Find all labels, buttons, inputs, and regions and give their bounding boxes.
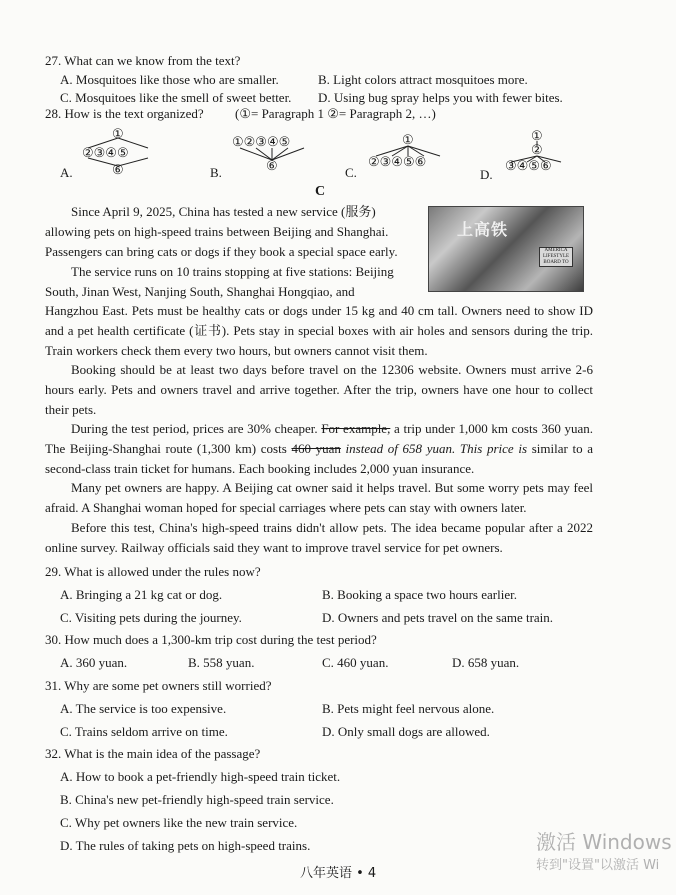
windows-activation-watermark-title: 激活 Windows bbox=[536, 830, 672, 854]
q29-option-c: C. Visiting pets during the journey. bbox=[60, 610, 242, 625]
q27-option-c: C. Mosquitoes like the smell of sweet better. bbox=[60, 90, 292, 105]
passage-p2-rest: Hangzhou East. Pets must be healthy cats or dogs under 15 kg and 40 cm tall. Owners need to show ID and a pet health certificate (证书). Pets stay in special boxes with air holes and sensors during the trip. Train workers check them every two hours, but owners cannot visit them. bbox=[45, 303, 593, 358]
section-letter: C bbox=[315, 184, 326, 199]
q30-option-d: D. 658 yuan. bbox=[452, 655, 520, 670]
passage-p4-c: instead of 658 yuan. This price is bbox=[345, 440, 528, 456]
photo-sign-text: 上高铁 bbox=[457, 220, 509, 239]
page-footer: 八年英语 • 4 bbox=[300, 866, 377, 881]
q27-option-d: D. Using bug spray helps you with fewer bites. bbox=[318, 90, 563, 105]
diagram-c-bottom: ②③④⑤⑥ bbox=[368, 154, 427, 169]
q31-option-d: D. Only small dogs are allowed. bbox=[322, 724, 490, 739]
passage-p2-line2: South, Jinan West, Nanjing South, Shanghai Hongqiao, and bbox=[45, 284, 355, 299]
diagram-d-bottom: ③④⑤⑥ bbox=[505, 158, 552, 173]
q29-option-b: B. Booking a space two hours earlier. bbox=[322, 587, 517, 602]
train-pet-photo bbox=[428, 206, 584, 292]
diagram-b-top: ①②③④⑤ bbox=[232, 134, 291, 149]
q32-option-a: A. How to book a pet-friendly high-speed train ticket. bbox=[60, 769, 341, 784]
q30-option-c: C. 460 yuan. bbox=[322, 655, 389, 670]
passage-p4-b: a trip under 1,000 km costs 360 yuan. The Beijing-Shanghai route (1,300 km) costs bbox=[45, 421, 594, 456]
passage-p4-strike2: 460 yuan bbox=[291, 440, 341, 456]
diagram-c-label: C. bbox=[345, 165, 357, 180]
q30-option-b: B. 558 yuan. bbox=[188, 655, 255, 670]
passage-p3: Booking should be at least two days before travel on the 12306 website. Owners must arrive 2-6 hours early. Pets and owners travel and arrive together. After the trip, owners have one hour to collect their pets. bbox=[45, 362, 593, 417]
passage-p1-line1: Since April 9, 2025, China has tested a new service (服务) bbox=[71, 204, 376, 219]
diagram-a-bottom: ⑥ bbox=[112, 162, 124, 177]
diagram-a-middle: ②③④⑤ bbox=[82, 145, 129, 160]
q31-option-b: B. Pets might feel nervous alone. bbox=[322, 701, 495, 716]
q30-option-a: A. 360 yuan. bbox=[60, 655, 128, 670]
diagram-a-top: ① bbox=[112, 126, 124, 141]
diagram-d-top: ① bbox=[531, 128, 543, 143]
passage-p1-line2: allowing pets on high-speed trains between Beijing and Shanghai. bbox=[45, 224, 389, 239]
diagram-c bbox=[368, 132, 458, 172]
q32-stem: 32. What is the main idea of the passage? bbox=[45, 746, 261, 761]
passage-p5: Many pet owners are happy. A Beijing cat owner said it helps travel. But some worry pets may feel afraid. A Shanghai woman hoped for special carriages where pets can stay with owners later. bbox=[45, 480, 593, 515]
diagram-b bbox=[232, 134, 322, 174]
passage-p1-line3: Passengers can bring cats or dogs if they book a special space early. bbox=[45, 244, 398, 259]
diagram-d bbox=[505, 128, 585, 174]
diagram-a bbox=[80, 126, 160, 176]
q30-stem: 30. How much does a 1,300-km trip cost during the test period? bbox=[45, 632, 377, 647]
diagram-d-middle: ② bbox=[531, 142, 543, 157]
q31-stem: 31. Why are some pet owners still worried? bbox=[45, 678, 272, 693]
passage-p4 bbox=[45, 419, 593, 478]
passage-p6: Before this test, China's high-speed trains didn't allow pets. The idea became popular after a 2022 online survey. Railway officials said they want to improve travel service for pet owners. bbox=[45, 520, 593, 555]
q32-option-d: D. The rules of taking pets on high-speed trains. bbox=[60, 838, 311, 853]
passage-p4-strike: For example, bbox=[321, 421, 391, 436]
diagram-b-label: B. bbox=[210, 165, 222, 180]
q31-option-a: A. The service is too expensive. bbox=[60, 701, 227, 716]
q27-option-b: B. Light colors attract mosquitoes more. bbox=[318, 72, 528, 87]
passage-p4-d: similar to a second-class train ticket for humans. Each booking includes 2,000 yuan insurance. bbox=[45, 440, 594, 476]
q29-option-a: A. Bringing a 21 kg cat or dog. bbox=[60, 587, 223, 602]
diagram-d-label: D. bbox=[480, 167, 493, 182]
passage-p4-a: During the test period, prices are 30% cheaper. bbox=[71, 421, 318, 436]
diagram-a-label: A. bbox=[60, 165, 73, 180]
diagram-b-bottom: ⑥ bbox=[266, 158, 278, 173]
q32-option-b: B. China's new pet-friendly high-speed train service. bbox=[60, 792, 334, 807]
q32-option-c: C. Why pet owners like the new train service. bbox=[60, 815, 298, 830]
q28-note: (①= Paragraph 1 ②= Paragraph 2, …) bbox=[235, 106, 436, 121]
q29-stem: 29. What is allowed under the rules now? bbox=[45, 564, 261, 579]
q29-option-d: D. Owners and pets travel on the same train. bbox=[322, 610, 554, 625]
q27-stem: 27. What can we know from the text? bbox=[45, 53, 241, 68]
q27-option-a: A. Mosquitoes like those who are smaller. bbox=[60, 72, 279, 87]
passage-p2-line1: The service runs on 10 trains stopping at five stations: Beijing bbox=[71, 264, 394, 279]
photo-tag-text: AMERICA LIFESTYLE BOARD TO bbox=[539, 247, 573, 267]
diagram-c-top: ① bbox=[402, 132, 414, 147]
windows-activation-watermark-subtitle: 转到"设置"以激活 Wi bbox=[536, 858, 660, 873]
q28-stem: 28. How is the text organized? bbox=[45, 106, 204, 121]
q31-option-c: C. Trains seldom arrive on time. bbox=[60, 724, 228, 739]
